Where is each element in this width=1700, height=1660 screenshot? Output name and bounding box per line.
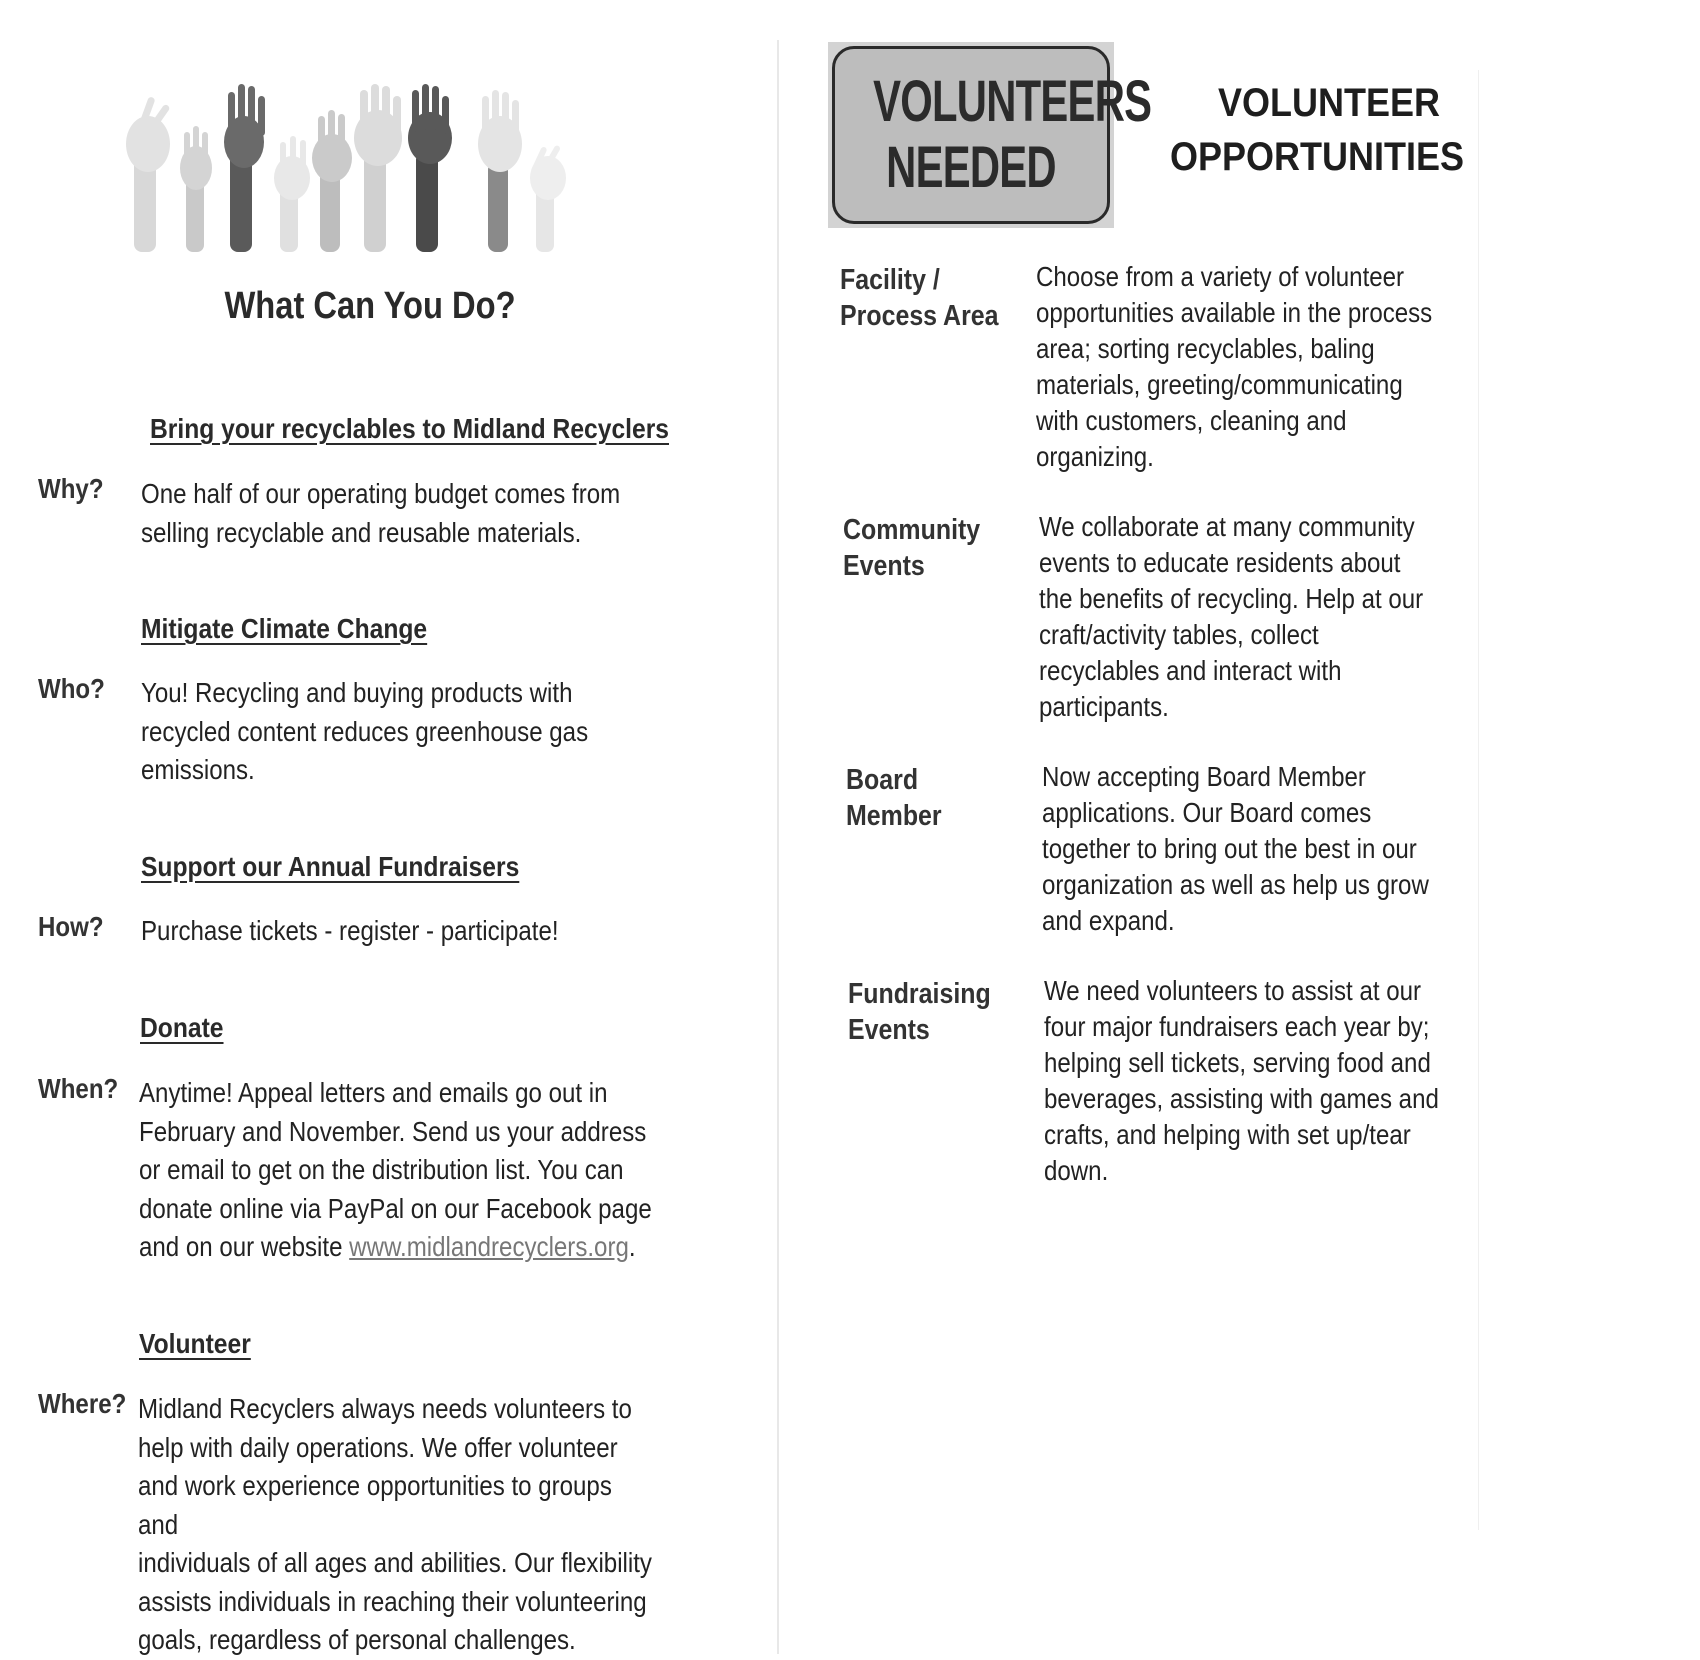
page-fold <box>777 40 779 1654</box>
desc-line: recyclables and interact with <box>1039 655 1342 686</box>
desc-line: down. <box>1044 1155 1109 1186</box>
badge-frame <box>832 46 1152 224</box>
desc-line: applications. Our Board comes <box>1042 797 1372 828</box>
desc-line: organizing. <box>1036 441 1154 472</box>
desc-line: We collaborate at many community <box>1039 511 1415 542</box>
desc-line: Now accepting Board Member <box>1042 761 1366 792</box>
answer-line: February and November. Send us your address <box>139 1115 647 1147</box>
answer-line: One half of our operating budget comes from <box>141 478 621 509</box>
section-heading-volunteer: Volunteer <box>139 1328 251 1359</box>
answer-line: selling recyclable and reusable materials. <box>141 516 582 548</box>
opportunities-title <box>1170 76 1465 184</box>
desc-line: the benefits of recycling. Help at our <box>1039 583 1424 614</box>
answer-when <box>139 1074 655 1267</box>
question-how: How? <box>38 911 104 942</box>
answer-line: emissions. <box>141 754 255 785</box>
section-heading-donate: Donate <box>140 1012 224 1043</box>
label-line: Community <box>843 514 981 546</box>
opportunity-desc-board <box>1042 759 1472 939</box>
desc-line: organization as well as help us grow <box>1042 869 1429 900</box>
title-line: OPPORTUNITIES <box>1170 135 1465 179</box>
badge-line: VOLUNTEERS <box>873 69 1152 134</box>
desc-line: four major fundraisers each year by; <box>1044 1011 1430 1042</box>
opportunity-desc-fundraising <box>1044 973 1474 1189</box>
desc-line: helping sell tickets, serving food and <box>1044 1047 1431 1078</box>
answer-line: goals, regardless of personal challenges. <box>138 1624 576 1655</box>
label-line: Board <box>846 764 919 796</box>
title-line: VOLUNTEER <box>1217 81 1440 125</box>
desc-line: events to educate residents about <box>1039 547 1401 578</box>
answer-line: Midland Recyclers always needs volunteers to <box>138 1393 632 1424</box>
answer-line: individuals of all ages and abilities. Our flexibility <box>138 1547 652 1578</box>
answer-who <box>141 674 657 790</box>
answer-line-end: . <box>628 1231 636 1262</box>
section-heading-climate: Mitigate Climate Change <box>141 613 428 644</box>
answer-line: or email to get on the distribution list. You can <box>139 1154 624 1185</box>
desc-line: together to bring out the best in our <box>1042 833 1417 864</box>
question-why: Why? <box>38 473 104 504</box>
desc-line: materials, greeting/communicating <box>1036 369 1403 400</box>
question-who: Who? <box>38 673 105 704</box>
desc-line: craft/activity tables, collect <box>1039 619 1319 650</box>
section-heading-recyclables: Bring your recyclables to Midland Recyclers <box>150 413 669 444</box>
desc-line: crafts, and helping with set up/tear <box>1044 1119 1411 1150</box>
opportunity-desc-community <box>1039 509 1469 725</box>
answer-line: assists individuals in reaching their volunteering <box>138 1585 647 1617</box>
desc-line: beverages, assisting with games and <box>1044 1083 1439 1114</box>
label-line: Events <box>843 550 925 582</box>
answer-line: recycled content reduces greenhouse gas <box>141 715 589 747</box>
opportunity-label-community <box>843 512 980 584</box>
answer-line: You! Recycling and buying products with <box>141 677 573 708</box>
desc-line: participants. <box>1039 691 1169 722</box>
raised-hands-illustration <box>120 82 620 252</box>
question-where: Where? <box>38 1388 127 1419</box>
answer-line <box>139 1228 655 1267</box>
opportunity-label-board <box>846 762 942 834</box>
website-link[interactable]: www.midlandrecyclers.org <box>349 1231 629 1262</box>
label-line: Events <box>848 1014 930 1046</box>
label-line: Process Area <box>840 300 999 332</box>
badge-line: NEEDED <box>886 135 1056 200</box>
answer-line: and work experience opportunities to groups and <box>138 1470 612 1540</box>
answer-why <box>141 475 657 552</box>
desc-line: opportunities available in the process <box>1036 297 1433 328</box>
opportunity-desc-facility <box>1036 259 1466 475</box>
label-line: Fundraising <box>848 978 991 1010</box>
section-heading-fundraisers: Support our Annual Fundraisers <box>141 851 520 882</box>
page-title: What Can You Do? <box>224 285 516 327</box>
answer-where <box>138 1390 654 1660</box>
answer-line: Anytime! Appeal letters and emails go out in <box>139 1077 608 1108</box>
desc-line: with customers, cleaning and <box>1036 405 1347 436</box>
desc-line: We need volunteers to assist at our <box>1044 975 1422 1006</box>
desc-line: and expand. <box>1042 905 1175 936</box>
label-line: Facility / <box>840 264 940 296</box>
answer-how <box>141 912 657 951</box>
answer-line: help with daily operations. We offer volunteer <box>138 1431 618 1463</box>
opportunity-label-fundraising <box>848 976 991 1048</box>
opportunity-label-facility <box>840 262 999 334</box>
desc-line: area; sorting recyclables, baling <box>1036 333 1375 364</box>
desc-line: Choose from a variety of volunteer <box>1036 261 1405 292</box>
label-line: Member <box>846 800 942 832</box>
panel-edge <box>1478 70 1479 1530</box>
answer-line: donate online via PayPal on our Facebook page <box>139 1192 652 1224</box>
question-when: When? <box>38 1073 119 1104</box>
volunteers-needed-badge <box>828 42 1152 228</box>
answer-line: Purchase tickets - register - participate! <box>141 915 559 946</box>
answer-line-text: and on our website <box>139 1231 350 1262</box>
